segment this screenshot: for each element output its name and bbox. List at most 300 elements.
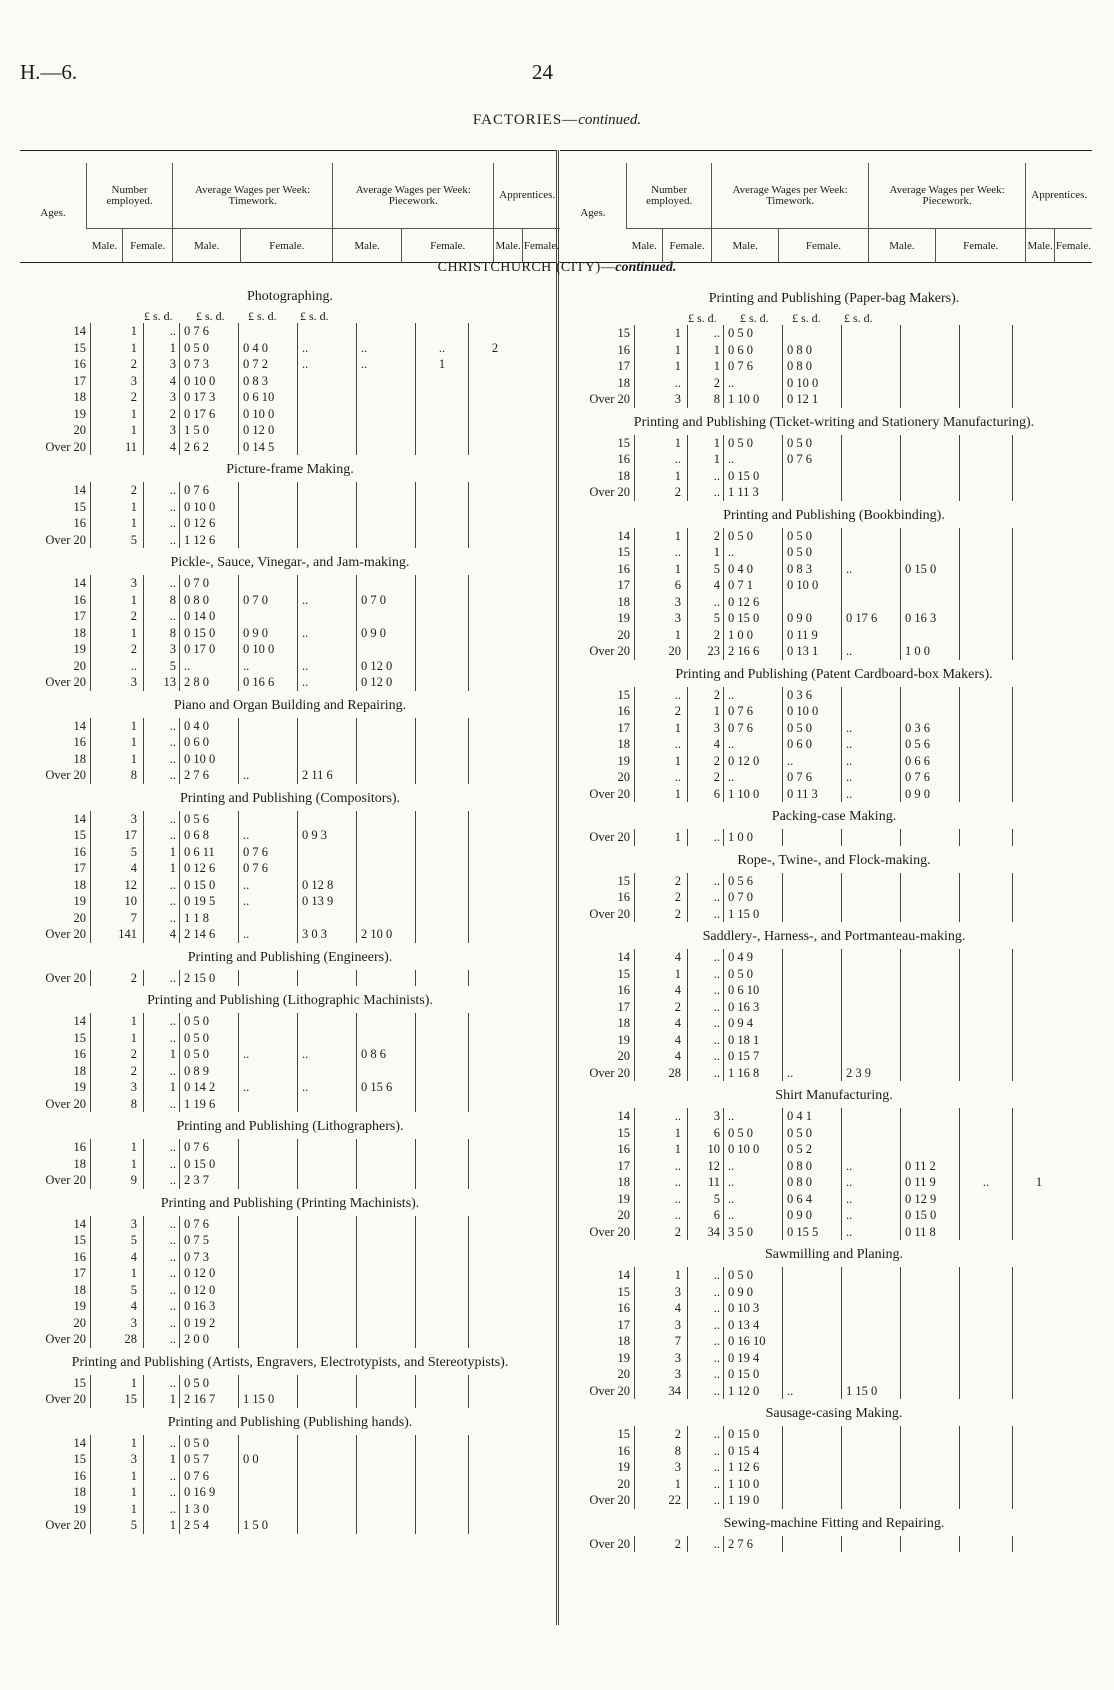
table-cell: 0 6 11 bbox=[180, 844, 239, 861]
table-cell bbox=[298, 1375, 357, 1392]
table-cell: 2 bbox=[688, 375, 724, 392]
table-row bbox=[564, 949, 1065, 966]
table-cell: 18 bbox=[564, 1174, 635, 1191]
table-cell: 1 bbox=[91, 1156, 144, 1173]
table-cell: 1 bbox=[635, 1267, 688, 1284]
table-cell bbox=[357, 1375, 416, 1392]
table-cell: 0 9 0 bbox=[783, 1207, 842, 1224]
table-cell: 1 bbox=[635, 342, 688, 359]
table-cell: 1 bbox=[91, 340, 144, 357]
table-cell bbox=[239, 1282, 298, 1299]
table-cell: .. bbox=[688, 889, 724, 906]
table-cell bbox=[960, 528, 1013, 545]
section-table bbox=[20, 970, 521, 987]
col-apprentices: Apprentices. bbox=[494, 163, 560, 229]
table-cell: 0 13 1 bbox=[783, 643, 842, 660]
table-cell bbox=[416, 641, 469, 658]
section-title: Saddlery-, Harness-, and Portmanteau-making. bbox=[702, 929, 966, 944]
table-cell bbox=[469, 1391, 522, 1408]
table-cell: .. bbox=[724, 1191, 783, 1208]
table-cell bbox=[783, 1032, 842, 1049]
table-cell: 3 bbox=[144, 641, 180, 658]
table-cell: 18 bbox=[20, 1484, 91, 1501]
table-cell bbox=[1013, 753, 1066, 770]
table-cell: 1 bbox=[91, 515, 144, 532]
table-cell bbox=[298, 734, 357, 751]
table-cell: .. bbox=[144, 1484, 180, 1501]
table-row bbox=[20, 625, 521, 642]
table-row bbox=[20, 1451, 521, 1468]
table-cell bbox=[416, 439, 469, 456]
table-cell bbox=[416, 658, 469, 675]
section-title: Printing and Publishing (Bookbinding). bbox=[723, 507, 945, 523]
table-cell: 0 15 0 bbox=[901, 561, 960, 578]
table-cell: 7 bbox=[635, 1333, 688, 1350]
table-cell: 0 5 7 bbox=[180, 1451, 239, 1468]
section-title: Printing and Publishing (Artists, Engravers, Electrotypists, and Stereotypists). bbox=[71, 1354, 509, 1370]
table-cell: 0 15 6 bbox=[357, 1079, 416, 1096]
table-cell bbox=[416, 1315, 469, 1332]
table-cell bbox=[239, 1013, 298, 1030]
table-cell: 3 bbox=[91, 373, 144, 390]
table-cell bbox=[842, 1048, 901, 1065]
table-cell: .. bbox=[144, 877, 180, 894]
table-cell: 0 4 0 bbox=[180, 718, 239, 735]
table-row bbox=[564, 769, 1065, 786]
table-cell bbox=[783, 1492, 842, 1509]
table-cell bbox=[1013, 1015, 1066, 1032]
table-cell: 16 bbox=[20, 515, 91, 532]
table-cell bbox=[357, 1468, 416, 1485]
table-cell bbox=[1013, 528, 1066, 545]
table-cell: .. bbox=[688, 1048, 724, 1065]
table-cell bbox=[298, 1468, 357, 1485]
table-row bbox=[20, 674, 521, 691]
section-table bbox=[564, 1267, 1065, 1399]
table-row bbox=[564, 1048, 1065, 1065]
table-cell: 4 bbox=[688, 736, 724, 753]
table-cell bbox=[357, 1484, 416, 1501]
table-cell: 3 bbox=[688, 720, 724, 737]
col-timework: Average Wages per Week: Timework. bbox=[712, 163, 869, 229]
table-cell bbox=[901, 435, 960, 452]
table-cell: .. bbox=[357, 356, 416, 373]
section-title: Printing and Publishing (Patent Cardboard-box Makers). bbox=[675, 666, 993, 682]
table-cell: 0 6 6 bbox=[901, 753, 960, 770]
table-cell bbox=[783, 906, 842, 923]
table-cell bbox=[416, 827, 469, 844]
section-table bbox=[20, 718, 521, 784]
section-title: Sawmilling and Planing. bbox=[764, 1247, 904, 1262]
table-cell: .. bbox=[144, 1030, 180, 1047]
table-cell: 1 bbox=[635, 435, 688, 452]
table-cell: .. bbox=[144, 1282, 180, 1299]
table-cell bbox=[842, 528, 901, 545]
col-female: Female. bbox=[401, 229, 494, 264]
table-cell: 10 bbox=[688, 1141, 724, 1158]
table-cell bbox=[298, 1391, 357, 1408]
table-cell: 1 15 0 bbox=[239, 1391, 298, 1408]
table-cell: 5 bbox=[91, 1282, 144, 1299]
table-cell: 1 bbox=[416, 356, 469, 373]
table-cell: .. bbox=[144, 1265, 180, 1282]
table-cell: 1 bbox=[91, 751, 144, 768]
table-cell: 28 bbox=[91, 1331, 144, 1348]
table-cell bbox=[960, 999, 1013, 1016]
table-cell: 3 bbox=[91, 1451, 144, 1468]
table-row bbox=[564, 1300, 1065, 1317]
table-row bbox=[20, 844, 521, 861]
table-row bbox=[564, 753, 1065, 770]
table-cell: Over 20 bbox=[564, 1492, 635, 1509]
section-title: Printing and Publishing (Paper-bag Makers). bbox=[708, 291, 960, 306]
table-cell: Over 20 bbox=[20, 439, 91, 456]
table-cell: 16 bbox=[20, 592, 91, 609]
table-cell: .. bbox=[688, 1383, 724, 1400]
table-cell: 19 bbox=[564, 1459, 635, 1476]
col-number-employed: Number employed. bbox=[87, 163, 173, 229]
table-row bbox=[20, 1517, 521, 1534]
table-cell bbox=[960, 966, 1013, 983]
table-cell: .. bbox=[91, 658, 144, 675]
table-row bbox=[564, 358, 1065, 375]
table-cell bbox=[1013, 643, 1066, 660]
table-cell: .. bbox=[688, 1015, 724, 1032]
table-cell bbox=[960, 829, 1013, 846]
table-cell bbox=[842, 1443, 901, 1460]
table-cell: 19 bbox=[564, 610, 635, 627]
table-cell bbox=[416, 1331, 469, 1348]
table-cell bbox=[783, 1333, 842, 1350]
table-cell: 1 bbox=[688, 703, 724, 720]
table-cell: .. bbox=[688, 1317, 724, 1334]
table-cell: 1 12 0 bbox=[724, 1383, 783, 1400]
table-cell: 14 bbox=[20, 323, 91, 340]
table-cell: 0 4 0 bbox=[239, 340, 298, 357]
table-row bbox=[20, 1079, 521, 1096]
table-cell bbox=[239, 482, 298, 499]
table-cell: 0 9 4 bbox=[724, 1015, 783, 1032]
table-cell: 5 bbox=[91, 1517, 144, 1534]
table-cell: 0 5 6 bbox=[724, 873, 783, 890]
table-cell bbox=[960, 1032, 1013, 1049]
table-cell: Over 20 bbox=[564, 906, 635, 923]
table-cell: 5 bbox=[91, 1232, 144, 1249]
table-cell: .. bbox=[688, 873, 724, 890]
section-table bbox=[564, 687, 1065, 803]
table-cell bbox=[901, 999, 960, 1016]
table-cell: 4 bbox=[635, 1015, 688, 1032]
table-cell bbox=[960, 1333, 1013, 1350]
table-cell: 2 11 6 bbox=[298, 767, 357, 784]
table-cell bbox=[901, 1065, 960, 1082]
table-cell: 1 bbox=[91, 592, 144, 609]
table-cell: Over 20 bbox=[564, 1383, 635, 1400]
table-cell bbox=[842, 1333, 901, 1350]
table-cell bbox=[298, 1232, 357, 1249]
table-cell: 20 bbox=[635, 643, 688, 660]
table-cell: .. bbox=[144, 893, 180, 910]
table-cell bbox=[469, 641, 522, 658]
table-cell bbox=[239, 1096, 298, 1113]
table-cell bbox=[298, 910, 357, 927]
table-cell bbox=[357, 827, 416, 844]
table-cell: 1 0 0 bbox=[901, 643, 960, 660]
table-cell bbox=[960, 342, 1013, 359]
table-cell: 0 11 9 bbox=[783, 627, 842, 644]
table-cell: 4 bbox=[91, 860, 144, 877]
table-cell: .. bbox=[144, 1435, 180, 1452]
table-cell bbox=[1013, 769, 1066, 786]
table-cell: .. bbox=[144, 575, 180, 592]
col-female: Female. bbox=[936, 229, 1026, 264]
section-title: Printing and Publishing (Compositors). bbox=[179, 790, 401, 806]
section-table bbox=[564, 1536, 1065, 1553]
column-header-right bbox=[560, 163, 1092, 263]
table-cell: .. bbox=[144, 767, 180, 784]
table-cell bbox=[960, 1350, 1013, 1367]
table-cell: 0 8 3 bbox=[783, 561, 842, 578]
table-cell: .. bbox=[842, 561, 901, 578]
table-cell: 2 bbox=[688, 627, 724, 644]
table-cell: .. bbox=[724, 1108, 783, 1125]
table-cell bbox=[901, 594, 960, 611]
table-cell bbox=[239, 1156, 298, 1173]
table-cell: .. bbox=[688, 1492, 724, 1509]
table-cell bbox=[469, 406, 522, 423]
table-cell bbox=[416, 625, 469, 642]
table-cell bbox=[1013, 451, 1066, 468]
table-cell bbox=[960, 1207, 1013, 1224]
table-cell bbox=[901, 342, 960, 359]
table-cell bbox=[842, 1284, 901, 1301]
table-cell bbox=[469, 1249, 522, 1266]
table-cell: 16 bbox=[564, 982, 635, 999]
table-row bbox=[20, 1435, 521, 1452]
table-cell bbox=[469, 389, 522, 406]
table-cell: 0 3 6 bbox=[783, 687, 842, 704]
table-row bbox=[20, 532, 521, 549]
table-cell bbox=[960, 982, 1013, 999]
table-cell: 6 bbox=[688, 1125, 724, 1142]
table-cell bbox=[960, 577, 1013, 594]
table-cell: 15 bbox=[564, 1284, 635, 1301]
table-cell bbox=[357, 1249, 416, 1266]
table-cell bbox=[357, 641, 416, 658]
table-cell: .. bbox=[239, 893, 298, 910]
table-cell bbox=[298, 499, 357, 516]
top-rule-right bbox=[560, 150, 1092, 151]
table-cell bbox=[357, 422, 416, 439]
table-cell bbox=[298, 1451, 357, 1468]
table-row bbox=[20, 515, 521, 532]
table-cell: .. bbox=[239, 827, 298, 844]
table-cell bbox=[842, 982, 901, 999]
table-cell bbox=[298, 373, 357, 390]
table-cell bbox=[469, 658, 522, 675]
units-label: £ s. d. bbox=[144, 309, 173, 323]
table-cell: 1 12 6 bbox=[724, 1459, 783, 1476]
table-cell bbox=[469, 356, 522, 373]
table-cell bbox=[1013, 687, 1066, 704]
table-row bbox=[20, 608, 521, 625]
table-cell: 0 19 5 bbox=[180, 893, 239, 910]
table-cell: 17 bbox=[564, 358, 635, 375]
table-cell bbox=[783, 1536, 842, 1553]
col-male: Male. bbox=[712, 229, 779, 264]
table-cell bbox=[901, 325, 960, 342]
table-cell: 3 bbox=[635, 1350, 688, 1367]
table-row bbox=[20, 1315, 521, 1332]
table-cell bbox=[416, 751, 469, 768]
table-cell: Over 20 bbox=[564, 829, 635, 846]
table-cell: 0 5 0 bbox=[783, 435, 842, 452]
table-cell bbox=[298, 751, 357, 768]
table-cell: 0 6 10 bbox=[239, 389, 298, 406]
table-cell: .. bbox=[724, 769, 783, 786]
table-row bbox=[564, 687, 1065, 704]
table-cell bbox=[901, 687, 960, 704]
table-cell: 2 bbox=[91, 356, 144, 373]
table-cell: 2 bbox=[688, 769, 724, 786]
table-cell bbox=[239, 608, 298, 625]
table-cell bbox=[1013, 1032, 1066, 1049]
table-cell: 0 5 6 bbox=[901, 736, 960, 753]
table-cell: 15 bbox=[91, 1391, 144, 1408]
table-cell: 16 bbox=[564, 342, 635, 359]
table-row bbox=[20, 499, 521, 516]
col-ages: Ages. bbox=[580, 206, 606, 219]
table-cell: 19 bbox=[564, 753, 635, 770]
table-cell: .. bbox=[144, 1063, 180, 1080]
table-cell bbox=[901, 1492, 960, 1509]
table-cell: .. bbox=[144, 1501, 180, 1518]
table-row bbox=[564, 1125, 1065, 1142]
table-cell: 0 7 2 bbox=[239, 356, 298, 373]
table-cell: 1 bbox=[688, 544, 724, 561]
table-cell: .. bbox=[635, 451, 688, 468]
table-cell: 0 7 6 bbox=[783, 769, 842, 786]
section-table bbox=[20, 1216, 521, 1348]
table-cell bbox=[416, 1046, 469, 1063]
table-cell: 0 7 6 bbox=[724, 703, 783, 720]
table-cell: 1 19 6 bbox=[180, 1096, 239, 1113]
table-cell bbox=[960, 1492, 1013, 1509]
section-title: Printing and Publishing (Printing Machinists). bbox=[160, 1195, 420, 1211]
table-cell: 1 bbox=[144, 1391, 180, 1408]
table-cell: .. bbox=[688, 1300, 724, 1317]
table-cell bbox=[357, 718, 416, 735]
table-cell: 0 12 0 bbox=[357, 674, 416, 691]
table-cell bbox=[783, 325, 842, 342]
table-cell bbox=[1013, 966, 1066, 983]
table-row bbox=[564, 966, 1065, 983]
table-cell: 3 5 0 bbox=[724, 1224, 783, 1241]
table-cell: .. bbox=[688, 1536, 724, 1553]
table-cell: 0 15 0 bbox=[724, 468, 783, 485]
table-cell bbox=[1013, 1383, 1066, 1400]
table-cell: 0 7 6 bbox=[724, 358, 783, 375]
table-cell bbox=[960, 561, 1013, 578]
table-cell: 0 17 0 bbox=[180, 641, 239, 658]
table-cell: .. bbox=[144, 1331, 180, 1348]
table-cell bbox=[960, 375, 1013, 392]
table-cell: 6 bbox=[688, 1207, 724, 1224]
table-cell bbox=[960, 873, 1013, 890]
table-cell bbox=[960, 753, 1013, 770]
table-cell: 1 bbox=[91, 1501, 144, 1518]
table-row bbox=[20, 767, 521, 784]
table-cell: 0 6 0 bbox=[783, 736, 842, 753]
table-cell: 141 bbox=[91, 926, 144, 943]
table-cell bbox=[239, 499, 298, 516]
table-cell: 1 10 0 bbox=[724, 786, 783, 803]
units-label: £ s. d. bbox=[688, 311, 717, 325]
table-cell: 4 bbox=[144, 439, 180, 456]
table-cell: 0 7 6 bbox=[901, 769, 960, 786]
table-cell: 0 11 2 bbox=[901, 1158, 960, 1175]
table-cell bbox=[298, 323, 357, 340]
table-cell bbox=[416, 970, 469, 987]
table-cell: 20 bbox=[20, 422, 91, 439]
table-cell bbox=[239, 515, 298, 532]
table-cell bbox=[416, 1096, 469, 1113]
table-cell: 0 15 7 bbox=[724, 1048, 783, 1065]
table-cell: .. bbox=[842, 1224, 901, 1241]
table-cell: .. bbox=[144, 1156, 180, 1173]
table-cell bbox=[469, 1315, 522, 1332]
table-cell: 0 14 5 bbox=[239, 439, 298, 456]
table-cell: 0 16 10 bbox=[724, 1333, 783, 1350]
table-cell bbox=[842, 889, 901, 906]
table-cell: .. bbox=[688, 999, 724, 1016]
table-cell bbox=[416, 1232, 469, 1249]
table-cell: 19 bbox=[20, 1298, 91, 1315]
table-cell: 4 bbox=[144, 926, 180, 943]
table-cell: 14 bbox=[20, 1013, 91, 1030]
table-cell bbox=[1013, 1443, 1066, 1460]
table-cell: 0 12 0 bbox=[239, 422, 298, 439]
col-male: Male. bbox=[1026, 229, 1054, 264]
region-name: CHRISTCHURCH (CITY)— bbox=[437, 260, 616, 275]
table-cell bbox=[842, 906, 901, 923]
table-cell: 19 bbox=[20, 1501, 91, 1518]
table-cell: 1 10 0 bbox=[724, 1476, 783, 1493]
section-title: Piano and Organ Building and Repairing. bbox=[173, 697, 407, 713]
table-cell: Over 20 bbox=[20, 767, 91, 784]
table-cell bbox=[298, 1139, 357, 1156]
table-cell: 23 bbox=[688, 643, 724, 660]
table-cell bbox=[416, 1484, 469, 1501]
table-cell bbox=[783, 1015, 842, 1032]
table-cell bbox=[1013, 889, 1066, 906]
table-cell bbox=[901, 375, 960, 392]
table-cell: 0 10 0 bbox=[783, 375, 842, 392]
table-cell bbox=[1013, 610, 1066, 627]
table-cell bbox=[416, 389, 469, 406]
table-cell bbox=[901, 1141, 960, 1158]
table-row bbox=[564, 1141, 1065, 1158]
table-cell: 16 bbox=[564, 1141, 635, 1158]
table-row bbox=[564, 736, 1065, 753]
table-cell: 4 bbox=[91, 1249, 144, 1266]
table-cell bbox=[960, 468, 1013, 485]
table-cell: 0 6 0 bbox=[180, 734, 239, 751]
col-ages: Ages. bbox=[40, 206, 66, 219]
table-cell: 0 7 3 bbox=[180, 1249, 239, 1266]
table-cell: 18 bbox=[20, 389, 91, 406]
col-male: Male. bbox=[627, 229, 663, 264]
